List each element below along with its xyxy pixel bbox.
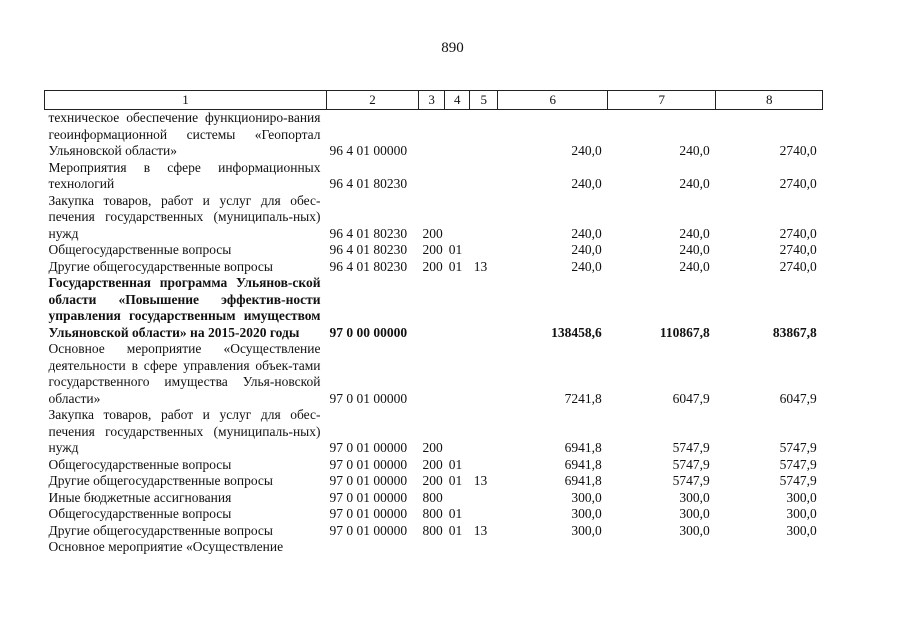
column-header: 3 <box>419 91 445 110</box>
amount-column-6: 6941,8 <box>564 440 602 455</box>
row-name: Другие общегосударственные вопросы <box>48 522 273 538</box>
section-code <box>445 193 470 243</box>
subsection-code <box>470 160 498 193</box>
expense-type-code: 200 <box>422 440 443 455</box>
row-name: Общегосударственные вопросы <box>48 242 232 257</box>
section-code: 01 <box>448 456 463 472</box>
amount-column-6: 138458,6 <box>551 324 602 340</box>
amount-column-7: 5747,9 <box>672 456 710 472</box>
table-row <box>45 473 823 490</box>
subsection-code: 13 <box>473 522 488 538</box>
amount-column-6: 6941,8 <box>564 456 602 472</box>
table-row <box>45 110 823 160</box>
target-article-code: 97 0 00 00000 <box>329 324 408 340</box>
table-header <box>45 91 823 110</box>
amount-column-8: 300,0 <box>786 489 817 505</box>
row-name: Другие общегосударственные вопросы <box>48 258 273 274</box>
row-name: Мероприятия в сфере информационных технологий <box>48 159 321 191</box>
amount-column-8: 5747,9 <box>779 456 817 472</box>
subsection-code <box>470 341 498 407</box>
section-code: 01 <box>448 258 463 274</box>
subsection-code <box>470 407 498 457</box>
table-row <box>45 259 823 276</box>
section-code <box>445 539 470 556</box>
amount-column-7: 6047,9 <box>672 390 710 406</box>
target-article-code: 97 0 01 00000 <box>329 456 408 472</box>
amount-column-6: 240,0 <box>571 258 602 274</box>
expense-type-code <box>419 341 445 407</box>
section-code <box>445 110 470 160</box>
table-row <box>45 275 823 341</box>
section-code: 01 <box>448 522 463 538</box>
expense-type-code <box>419 275 445 341</box>
amount-column-7 <box>608 539 716 556</box>
column-header: 6 <box>498 91 608 110</box>
expense-type-code <box>419 110 445 160</box>
expense-type-code: 200 <box>422 242 443 257</box>
table-row <box>45 160 823 193</box>
amount-column-7: 300,0 <box>679 489 710 505</box>
table-row <box>45 341 823 407</box>
subsection-code <box>470 539 498 556</box>
amount-column-6: 300,0 <box>571 522 602 538</box>
amount-column-6: 240,0 <box>571 225 602 241</box>
expense-type-code: 200 <box>422 473 443 488</box>
expense-type-code: 200 <box>422 456 443 472</box>
row-name: Закупка товаров, работ и услуг для обес-печения государственных (муниципаль-ных) нужд <box>48 407 321 455</box>
subsection-code <box>470 457 498 474</box>
row-name: техническое обеспечение функциониро-вания геоинформационной системы «Геопортал Ульяновской области» <box>48 110 321 158</box>
subsection-code: 13 <box>473 258 488 274</box>
amount-column-6: 300,0 <box>571 506 602 521</box>
target-article-code: 97 0 01 00000 <box>329 489 408 505</box>
section-code <box>445 160 470 193</box>
section-code: 01 <box>448 506 463 521</box>
expense-type-code: 200 <box>422 258 443 274</box>
amount-column-7: 300,0 <box>679 506 710 521</box>
table-row <box>45 407 823 457</box>
amount-column-6: 7241,8 <box>564 390 602 406</box>
row-name: Общегосударственные вопросы <box>48 456 232 472</box>
target-article-code: 96 4 01 80230 <box>329 258 408 274</box>
table-row <box>45 242 823 259</box>
amount-column-7: 240,0 <box>679 258 710 274</box>
amount-column-7: 240,0 <box>679 143 710 158</box>
target-article-code: 97 0 01 00000 <box>329 390 408 406</box>
target-article-code: 97 0 01 00000 <box>329 473 408 488</box>
expense-type-code <box>419 160 445 193</box>
table-row <box>45 490 823 507</box>
amount-column-8: 5747,9 <box>779 473 817 488</box>
subsection-code <box>470 242 498 259</box>
row-name: Основное мероприятие «Осуществление деятельности в сфере управления объек-тами государственного имущества Улья-новской области» <box>48 341 321 406</box>
section-code: 01 <box>448 242 463 257</box>
row-name: Другие общегосударственные вопросы <box>48 473 273 488</box>
subsection-code <box>470 110 498 160</box>
expense-type-code: 200 <box>422 225 443 241</box>
column-header: 1 <box>45 91 327 110</box>
amount-column-7: 110867,8 <box>659 324 710 340</box>
target-article-code: 96 4 01 80230 <box>329 242 408 257</box>
table-row <box>45 539 823 556</box>
amount-column-7: 300,0 <box>679 522 710 538</box>
amount-column-6: 6941,8 <box>564 473 602 488</box>
subsection-code <box>470 275 498 341</box>
amount-column-8: 300,0 <box>786 506 817 521</box>
section-code <box>445 341 470 407</box>
amount-column-8: 6047,9 <box>779 390 817 406</box>
amount-column-7: 240,0 <box>679 176 710 191</box>
row-name: Основное мероприятие «Осуществление <box>48 539 284 554</box>
subsection-code: 13 <box>473 473 488 488</box>
expense-type-code: 800 <box>422 522 443 538</box>
row-name: Закупка товаров, работ и услуг для обес-печения государственных (муниципаль-ных) нужд <box>48 192 321 241</box>
table-row <box>45 193 823 243</box>
target-article-code: 96 4 01 80230 <box>329 176 408 191</box>
target-article-code: 97 0 01 00000 <box>329 506 408 521</box>
table-row <box>45 506 823 523</box>
row-name: Общегосударственные вопросы <box>48 506 232 521</box>
column-header: 5 <box>470 91 498 110</box>
amount-column-8: 83867,8 <box>772 324 817 340</box>
column-header: 7 <box>608 91 716 110</box>
expense-type-code: 800 <box>422 506 443 521</box>
amount-column-6: 240,0 <box>571 242 602 257</box>
page-number: 890 <box>441 40 464 56</box>
expense-type-code: 800 <box>422 489 443 505</box>
row-name: Государственная программа Ульянов-ской области «Повышение эффектив-ности управления государственным имуществом Ульяновской области» на 2015-2020 годы <box>48 275 321 340</box>
amount-column-8: 5747,9 <box>779 440 817 455</box>
amount-column-7: 5747,9 <box>672 440 710 455</box>
target-article-code: 96 4 01 80230 <box>329 225 408 241</box>
column-header: 4 <box>445 91 470 110</box>
subsection-code <box>470 193 498 243</box>
target-article-code: 97 0 01 00000 <box>329 440 408 455</box>
target-article-code: 97 0 01 00000 <box>329 522 408 538</box>
amount-column-8: 300,0 <box>786 522 817 538</box>
amount-column-8: 2740,0 <box>779 176 817 191</box>
amount-column-8: 2740,0 <box>779 258 817 274</box>
amount-column-8 <box>716 539 823 556</box>
target-article-code <box>327 539 419 556</box>
section-code <box>445 275 470 341</box>
table-row <box>45 457 823 474</box>
amount-column-6: 300,0 <box>571 489 602 505</box>
amount-column-8: 2740,0 <box>779 225 817 241</box>
amount-column-6: 240,0 <box>571 143 602 158</box>
amount-column-7: 240,0 <box>679 225 710 241</box>
target-article-code: 96 4 01 00000 <box>329 143 408 158</box>
row-name: Иные бюджетные ассигнования <box>48 489 232 505</box>
section-code <box>445 490 470 507</box>
amount-column-6: 240,0 <box>571 176 602 191</box>
amount-column-7: 5747,9 <box>672 473 710 488</box>
table-body <box>45 110 823 556</box>
column-header: 2 <box>327 91 419 110</box>
subsection-code <box>470 490 498 507</box>
section-code <box>445 407 470 457</box>
column-header: 8 <box>716 91 823 110</box>
amount-column-8: 2740,0 <box>779 242 817 257</box>
budget-table <box>44 90 823 556</box>
section-code: 01 <box>448 473 463 488</box>
subsection-code <box>470 506 498 523</box>
amount-column-6 <box>498 539 608 556</box>
expense-type-code <box>419 539 445 556</box>
amount-column-7: 240,0 <box>679 242 710 257</box>
amount-column-8: 2740,0 <box>779 143 817 158</box>
table-row <box>45 523 823 540</box>
